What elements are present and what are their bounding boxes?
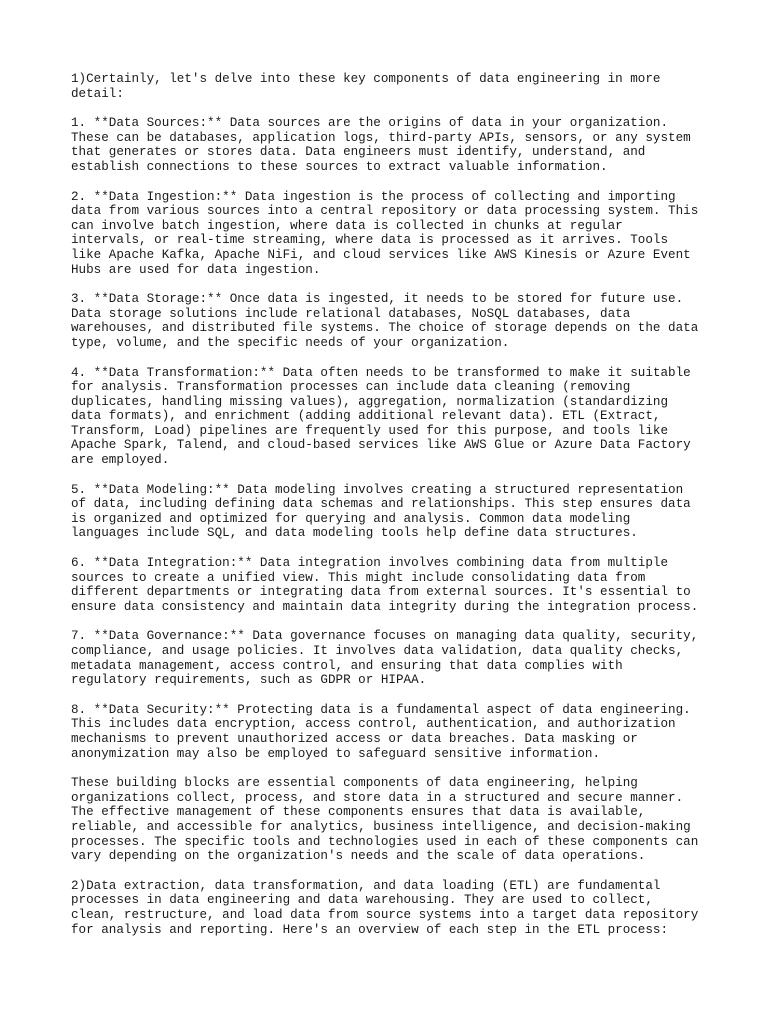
etl-intro-paragraph: 2)Data extraction, data transformation, and data loading (ETL) are fundamental processes in data engineering and data warehousing. They are used to collect, clean, restructure, and load data from source systems into a target data repository for analysis and reporting. Here's an overview of each step in the ETL process: <box>71 878 699 937</box>
document-page <box>71 72 711 952</box>
paragraph-data-modeling: 5. **Data Modeling:** Data modeling involves creating a structured representation of data, including defining data schemas and relationships. This step ensures data is organized and optimized for querying and analysis. Common data modeling languages include SQL, and data modeling tools help define data structures. <box>71 482 691 541</box>
paragraph-data-integration: 6. **Data Integration:** Data integration involves combining data from multiple sources to create a unified view. This might include consolidating data from different departments or integrating data from external sources. It's essential to ensure data consistency and maintain data integrity during the integration process. <box>71 556 699 614</box>
paragraph-data-ingestion: 2. **Data Ingestion:** Data ingestion is the process of collecting and importing data from various sources into a central repository or data processing system. This can involve batch ingestion, where data is collected in chunks at regular intervals, or real-time streaming, where data is processed as it arrives. Tools like Apache Kafka, Apache NiFi, and cloud services like AWS Kinesis or Azure Event Hubs are used for data ingestion. <box>71 189 699 277</box>
intro-paragraph: 1)Certainly, let's delve into these key components of data engineering in more detail: <box>71 72 661 101</box>
summary-paragraph: These building blocks are essential components of data engineering, helping organizations collect, process, and store data in a structured and secure manner. The effective management of these components ensures that data is available, reliable, and accessible for analytics, business intelligence, and decision-making processes. The specific tools and technologies used in each of these components can vary depending on the organization's needs and the scale of data operations. <box>71 776 699 864</box>
paragraph-data-storage: 3. **Data Storage:** Once data is ingested, it needs to be stored for future use. Data storage solutions include relational databases, NoSQL databases, data warehouses, and distributed file systems. The choice of storage depends on the data type, volume, and the specific needs of your organization. <box>71 292 699 350</box>
paragraph-data-security: 8. **Data Security:** Protecting data is a fundamental aspect of data engineering. This includes data encryption, access control, authentication, and authorization mechanisms to prevent unauthorized access or data breaches. Data masking or anonymization may also be employed to safeguard sensitive information. <box>71 702 691 761</box>
paragraph-data-governance: 7. **Data Governance:** Data governance focuses on managing data quality, security, compliance, and usage policies. It involves data validation, data quality checks, metadata management, access control, and ensuring that data complies with regulatory requirements, such as GDPR or HIPAA. <box>71 629 699 688</box>
paragraph-data-transformation: 4. **Data Transformation:** Data often needs to be transformed to make it suitable for analysis. Transformation processes can include data cleaning (removing duplicates, handling missing values), aggregation, normalization (standardizing data formats), and enrichment (adding additional relevant data). ETL (Extract, Transform, Load) pipelines are frequently used for this purpose, and tools like Apache Spark, Talend, and cloud-based services like AWS Glue or Azure Data Factory are employed. <box>71 365 691 468</box>
paragraph-data-sources: 1. **Data Sources:** Data sources are the origins of data in your organization. These can be databases, application logs, third-party APIs, sensors, or any system that generates or stores data. Data engineers must identify, understand, and establish connections to these sources to extract valuable information. <box>71 116 691 174</box>
